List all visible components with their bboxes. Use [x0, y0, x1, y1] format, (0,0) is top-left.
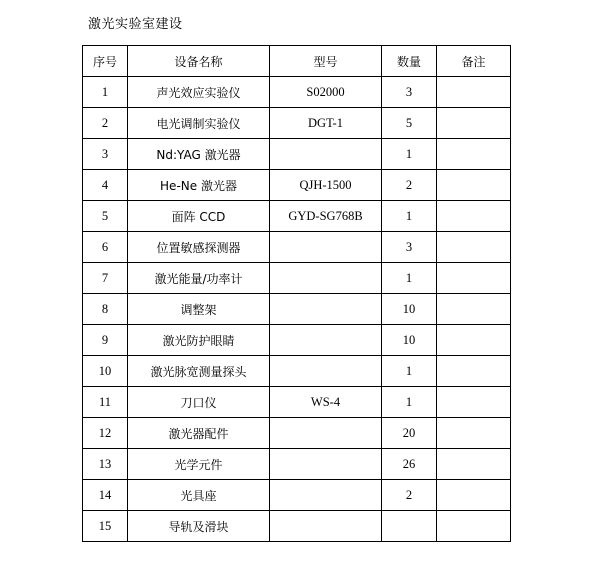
- cell-remark: [437, 263, 511, 294]
- cell-remark: [437, 294, 511, 325]
- cell-remark: [437, 232, 511, 263]
- cell-model: GYD-SG768B: [270, 201, 382, 232]
- cell-name: 声光效应实验仪: [128, 77, 270, 108]
- header-index: 序号: [83, 46, 128, 77]
- cell-name: 激光脉宽测量探头: [128, 356, 270, 387]
- cell-remark: [437, 108, 511, 139]
- cell-remark: [437, 77, 511, 108]
- cell-quantity: 1: [382, 139, 437, 170]
- cell-name: 电光调制实验仪: [128, 108, 270, 139]
- table-row: [83, 232, 511, 263]
- table-row: [83, 480, 511, 511]
- cell-model: [270, 511, 382, 542]
- cell-remark: [437, 201, 511, 232]
- cell-model: S02000: [270, 77, 382, 108]
- cell-quantity: 10: [382, 325, 437, 356]
- cell-remark: [437, 325, 511, 356]
- cell-quantity: 1: [382, 201, 437, 232]
- cell-remark: [437, 449, 511, 480]
- cell-model: [270, 356, 382, 387]
- table-row: [83, 201, 511, 232]
- cell-index: 5: [83, 201, 128, 232]
- cell-model: [270, 480, 382, 511]
- cell-model: DGT-1: [270, 108, 382, 139]
- cell-name: 光具座: [128, 480, 270, 511]
- cell-quantity: 5: [382, 108, 437, 139]
- cell-quantity: 26: [382, 449, 437, 480]
- cell-model: [270, 263, 382, 294]
- cell-name: 导轨及滑块: [128, 511, 270, 542]
- cell-index: 9: [83, 325, 128, 356]
- cell-quantity: 10: [382, 294, 437, 325]
- cell-model: [270, 139, 382, 170]
- table-row: [83, 418, 511, 449]
- cell-index: 15: [83, 511, 128, 542]
- cell-index: 13: [83, 449, 128, 480]
- cell-quantity: 1: [382, 356, 437, 387]
- cell-name: 光学元件: [128, 449, 270, 480]
- cell-model: [270, 418, 382, 449]
- cell-quantity: [382, 511, 437, 542]
- cell-name: 激光器配件: [128, 418, 270, 449]
- cell-index: 7: [83, 263, 128, 294]
- header-quantity: 数量: [382, 46, 437, 77]
- table-body: [83, 77, 511, 542]
- cell-remark: [437, 418, 511, 449]
- header-remark: 备注: [437, 46, 511, 77]
- cell-model: [270, 294, 382, 325]
- table-row: [83, 77, 511, 108]
- header-name: 设备名称: [128, 46, 270, 77]
- cell-quantity: 2: [382, 480, 437, 511]
- cell-index: 3: [83, 139, 128, 170]
- cell-remark: [437, 139, 511, 170]
- cell-quantity: 1: [382, 387, 437, 418]
- table-row: [83, 294, 511, 325]
- table-row: [83, 263, 511, 294]
- cell-index: 12: [83, 418, 128, 449]
- cell-index: 14: [83, 480, 128, 511]
- cell-name: He-Ne 激光器: [128, 170, 270, 201]
- cell-name: 刀口仪: [128, 387, 270, 418]
- cell-index: 1: [83, 77, 128, 108]
- cell-index: 10: [83, 356, 128, 387]
- table-row: [83, 356, 511, 387]
- cell-quantity: 3: [382, 232, 437, 263]
- document-title: 激光实验室建设: [88, 17, 183, 32]
- cell-remark: [437, 170, 511, 201]
- cell-index: 2: [83, 108, 128, 139]
- cell-model: QJH-1500: [270, 170, 382, 201]
- cell-remark: [437, 511, 511, 542]
- cell-model: [270, 232, 382, 263]
- cell-index: 11: [83, 387, 128, 418]
- cell-remark: [437, 356, 511, 387]
- cell-quantity: 3: [382, 77, 437, 108]
- table-row: [83, 139, 511, 170]
- table-row: [83, 511, 511, 542]
- cell-remark: [437, 480, 511, 511]
- cell-index: 6: [83, 232, 128, 263]
- cell-name: Nd:YAG 激光器: [128, 139, 270, 170]
- cell-quantity: 20: [382, 418, 437, 449]
- cell-name: 激光防护眼睛: [128, 325, 270, 356]
- table-row: [83, 387, 511, 418]
- cell-name: 激光能量/功率计: [128, 263, 270, 294]
- cell-model: WS-4: [270, 387, 382, 418]
- table-row: [83, 170, 511, 201]
- header-model: 型号: [270, 46, 382, 77]
- equipment-table: [82, 45, 511, 542]
- cell-name: 调整架: [128, 294, 270, 325]
- cell-name: 位置敏感探测器: [128, 232, 270, 263]
- cell-quantity: 2: [382, 170, 437, 201]
- cell-quantity: 1: [382, 263, 437, 294]
- cell-index: 8: [83, 294, 128, 325]
- cell-model: [270, 449, 382, 480]
- table-row: [83, 108, 511, 139]
- cell-index: 4: [83, 170, 128, 201]
- cell-name: 面阵 CCD: [128, 201, 270, 232]
- cell-remark: [437, 387, 511, 418]
- table-row: [83, 325, 511, 356]
- table-header-row: [83, 46, 511, 77]
- cell-model: [270, 325, 382, 356]
- table-row: [83, 449, 511, 480]
